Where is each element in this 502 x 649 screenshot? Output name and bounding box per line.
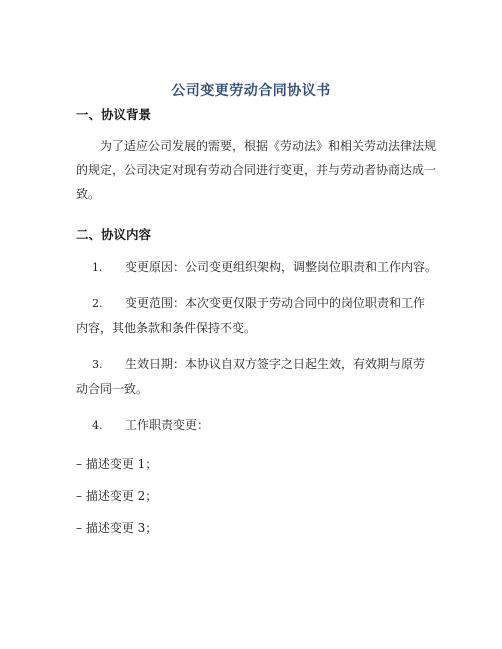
item-text-continued: 内容，其他条款和条件保持不变。 bbox=[76, 321, 257, 335]
item-text: 工作职责变更： bbox=[125, 418, 210, 432]
background-line-3: 致。 bbox=[76, 187, 101, 201]
change-item: – 描述变更 1； bbox=[76, 457, 158, 471]
list-item bbox=[76, 291, 446, 341]
background-paragraph bbox=[76, 134, 436, 206]
list-item bbox=[76, 352, 446, 402]
list-item bbox=[76, 413, 446, 438]
item-number: 3. bbox=[92, 358, 103, 371]
section-heading-content: 二、协议内容 bbox=[76, 227, 152, 242]
item-number: 4. bbox=[92, 419, 103, 432]
background-line-2: 的规定，公司决定对现有劳动合同进行变更，并与劳动者协商达成一 bbox=[76, 163, 437, 177]
change-item: – 描述变更 2； bbox=[76, 489, 158, 503]
background-line-1: 为了适应公司发展的需要，根据《劳动法》和相关劳动法律法规 bbox=[100, 139, 437, 153]
section-heading-background: 一、协议背景 bbox=[76, 107, 152, 122]
item-number: 2. bbox=[92, 297, 103, 310]
item-text: 变更原因：公司变更组织架构，调整岗位职责和工作内容。 bbox=[125, 260, 438, 274]
change-item: – 描述变更 3； bbox=[76, 521, 158, 535]
item-text-continued: 动合同一致。 bbox=[76, 382, 149, 396]
item-number: 1. bbox=[92, 261, 103, 274]
item-text: 变更范围：本次变更仅限于劳动合同中的岗位职责和工作 bbox=[125, 296, 426, 310]
document-title: 公司变更劳动合同协议书 bbox=[171, 83, 331, 99]
list-item bbox=[76, 255, 446, 280]
item-text: 生效日期：本协议自双方签字之日起生效，有效期与原劳 bbox=[125, 357, 426, 371]
